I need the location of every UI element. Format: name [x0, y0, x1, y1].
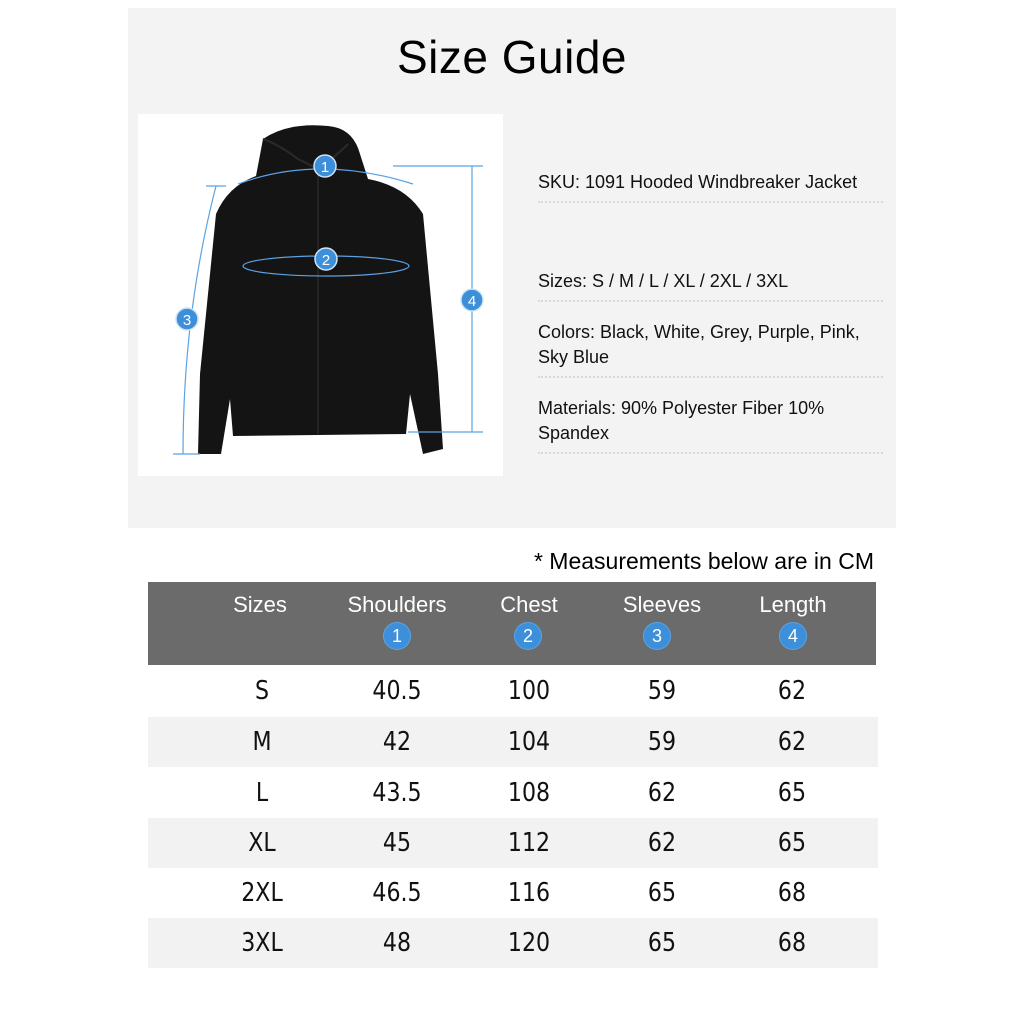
- cell-sleeves: 62: [647, 778, 677, 808]
- cell-chest: 120: [507, 928, 551, 958]
- column-header-sleeves: Sleeves: [622, 592, 702, 617]
- cell-shoulders: 45: [382, 828, 412, 858]
- spec-sku: SKU: 1091 Hooded Windbreaker Jacket: [538, 170, 883, 203]
- jacket-illustration: [138, 114, 503, 476]
- table-row: [148, 666, 878, 716]
- cell-shoulders: 48: [382, 928, 412, 958]
- cell-size: XL: [248, 828, 276, 858]
- cell-shoulders: 46.5: [372, 878, 422, 908]
- cell-shoulders: 42: [382, 727, 412, 757]
- cell-sleeves: 59: [647, 676, 677, 706]
- spec-materials: Materials: 90% Polyester Fiber 10% Spandex: [538, 396, 883, 454]
- spec-sizes: Sizes: S / M / L / XL / 2XL / 3XL: [538, 269, 883, 302]
- marker-4-icon: [461, 289, 483, 311]
- jacket-diagram: [138, 114, 503, 476]
- cell-length: 62: [777, 727, 807, 757]
- badge-1-icon: 1: [383, 622, 411, 650]
- cell-length: 65: [777, 778, 807, 808]
- cell-chest: 108: [507, 778, 551, 808]
- cell-size: 2XL: [241, 878, 283, 908]
- svg-text:2: 2: [321, 252, 331, 269]
- svg-text:3: 3: [182, 312, 192, 329]
- marker-2-icon: [315, 248, 337, 270]
- table-row: [148, 818, 878, 868]
- cell-sleeves: 59: [647, 727, 677, 757]
- cell-chest: 112: [507, 828, 551, 858]
- cell-size: M: [252, 727, 272, 757]
- cell-length: 62: [777, 676, 807, 706]
- measurement-unit-note: * Measurements below are in CM: [533, 548, 874, 574]
- table-row: [148, 918, 878, 968]
- table-row: [148, 717, 878, 767]
- size-table-header: [148, 582, 876, 665]
- cell-size: S: [254, 676, 270, 706]
- svg-text:4: 4: [467, 293, 477, 310]
- cell-shoulders: 43.5: [372, 778, 422, 808]
- badge-2-icon: 2: [514, 622, 542, 650]
- column-header-shoulders: Shoulders: [347, 592, 447, 617]
- cell-sleeves: 62: [647, 828, 677, 858]
- cell-length: 65: [777, 828, 807, 858]
- column-header-length: Length: [759, 592, 827, 617]
- cell-sleeves: 65: [647, 928, 677, 958]
- marker-1-icon: [314, 155, 336, 177]
- spec-colors: Colors: Black, White, Grey, Purple, Pink, Sky Blue: [538, 320, 883, 378]
- cell-chest: 116: [507, 878, 551, 908]
- cell-chest: 104: [507, 727, 551, 757]
- badge-3-icon: 3: [643, 622, 671, 650]
- cell-sleeves: 65: [647, 878, 677, 908]
- cell-chest: 100: [507, 676, 551, 706]
- page-title: Size Guide: [396, 31, 627, 83]
- product-info-panel: [128, 8, 896, 528]
- table-row: [148, 768, 878, 818]
- table-row: [148, 868, 878, 918]
- cell-shoulders: 40.5: [372, 676, 422, 706]
- column-header-sizes: Sizes: [233, 592, 287, 617]
- column-header-chest: Chest: [500, 592, 558, 617]
- badge-4-icon: 4: [779, 622, 807, 650]
- cell-size: 3XL: [241, 928, 283, 958]
- cell-length: 68: [777, 878, 807, 908]
- svg-text:1: 1: [320, 159, 330, 176]
- cell-length: 68: [777, 928, 807, 958]
- cell-size: L: [255, 778, 269, 808]
- marker-3-icon: [176, 308, 198, 330]
